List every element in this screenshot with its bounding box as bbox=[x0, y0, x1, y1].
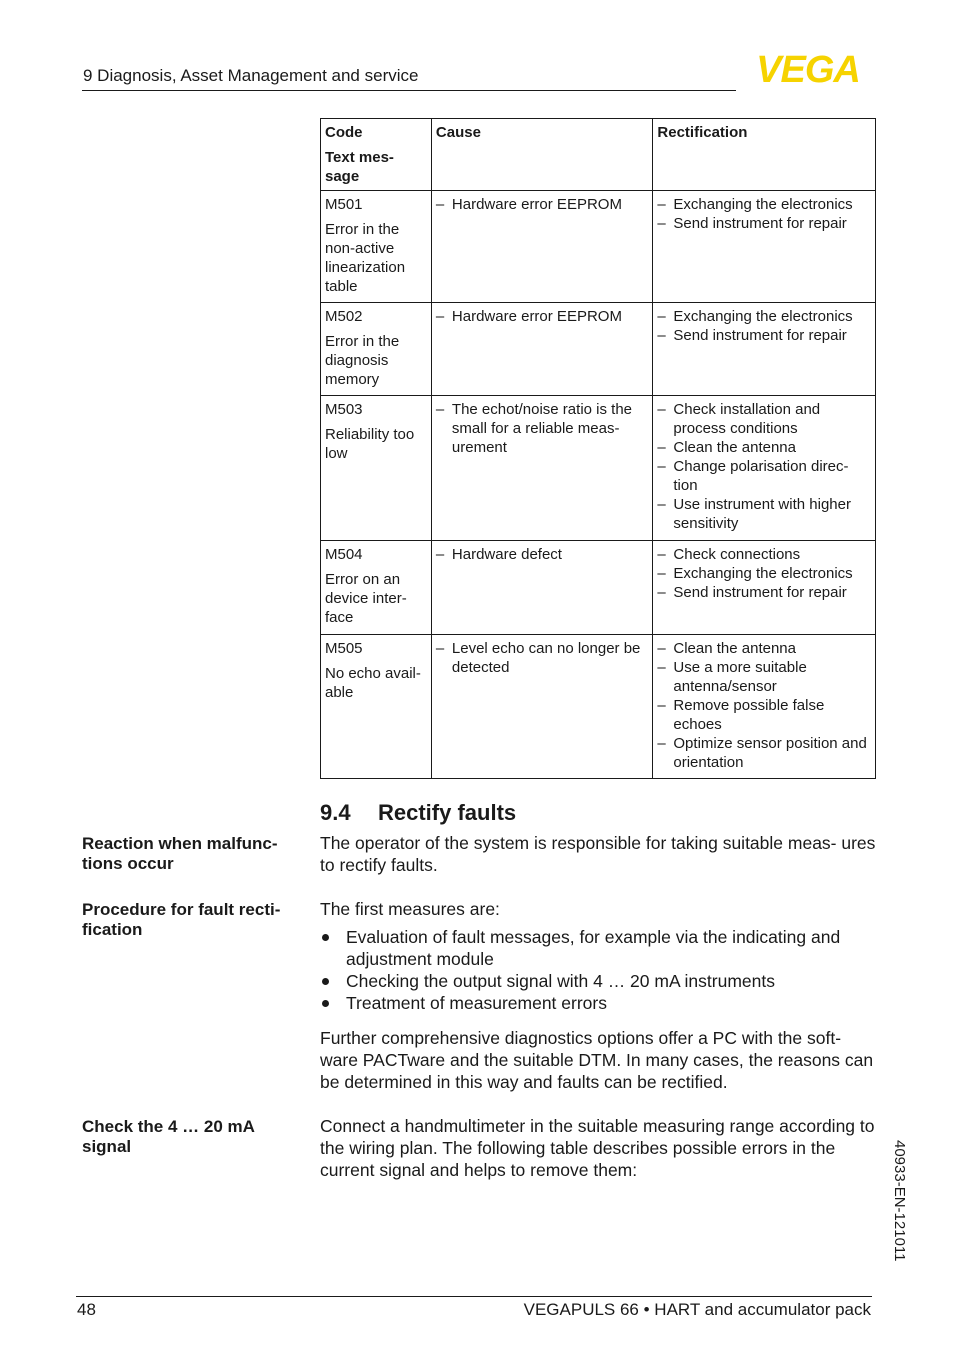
product-name: VEGAPULS 66 • HART and accumulator pack bbox=[523, 1300, 871, 1319]
rectification-list bbox=[657, 639, 871, 772]
error-code: M504 bbox=[325, 546, 363, 563]
header-code-label: Code bbox=[325, 124, 363, 141]
check-signal-label: Check the 4 … 20 mA signal bbox=[82, 1117, 255, 1156]
error-message: Error in the diagnosis memory bbox=[325, 333, 400, 388]
code-cell bbox=[321, 396, 432, 541]
cause-cell bbox=[431, 635, 652, 779]
code-cell bbox=[321, 635, 432, 779]
code-cell bbox=[321, 303, 432, 396]
error-code: M502 bbox=[325, 308, 363, 325]
procedure-bullet-list bbox=[320, 926, 876, 1014]
rectification-item: – Send instrument for repair bbox=[657, 214, 871, 233]
error-code: M505 bbox=[325, 640, 363, 657]
rectification-list bbox=[657, 195, 871, 233]
cause-item: – Hardware error EEPROM bbox=[436, 307, 648, 326]
rectification-item: – Optimize sensor position and orientation bbox=[657, 734, 871, 772]
vega-logo-text: VEGA bbox=[756, 51, 860, 85]
check-signal-text: Connect a handmultimeter in the suitable measuring range according to the wiring plan. The following table describes possible errors in the current signal and helps to remove them: bbox=[320, 1116, 875, 1180]
cause-item: – The echot/noise ratio is the small for a reliable meas- urement bbox=[436, 400, 648, 457]
vega-logo bbox=[742, 51, 874, 85]
header-rectification: Rectification bbox=[653, 119, 876, 191]
rectification-item: – Clean the antenna bbox=[657, 438, 871, 457]
cause-cell bbox=[431, 396, 652, 541]
cause-list bbox=[436, 545, 648, 564]
header-code bbox=[321, 119, 432, 191]
rectification-cell bbox=[653, 541, 876, 635]
error-message: Error on an device inter- face bbox=[325, 571, 407, 626]
reaction-text: The operator of the system is responsible for taking suitable meas- ures to rectify faults. bbox=[320, 833, 876, 875]
list-item: Checking the output signal with 4 … 20 mA instruments bbox=[320, 970, 876, 992]
list-item: Evaluation of fault messages, for example via the indicating and adjustment module bbox=[320, 926, 876, 970]
error-message: No echo avail- able bbox=[325, 665, 421, 701]
cause-cell bbox=[431, 303, 652, 396]
rectification-item: – Check connections bbox=[657, 545, 871, 564]
rectification-item: – Send instrument for repair bbox=[657, 326, 871, 345]
error-code: M503 bbox=[325, 401, 363, 418]
procedure-text: Further comprehensive diagnostics options offer a PC with the soft- ware PACTware and the suitable DTM. In many cases, the reasons can be determined in this way and faults can be rectified. bbox=[320, 1028, 874, 1092]
procedure-label: Procedure for fault recti- fication bbox=[82, 900, 281, 939]
section-number: 9.4 bbox=[320, 800, 351, 825]
table-row bbox=[321, 396, 876, 541]
table-row bbox=[321, 541, 876, 635]
error-message: Error in the non-active linearization table bbox=[325, 221, 406, 295]
error-code: M501 bbox=[325, 196, 363, 213]
cause-list bbox=[436, 307, 648, 326]
table-row bbox=[321, 191, 876, 303]
rectification-item: – Send instrument for repair bbox=[657, 583, 871, 602]
cause-list bbox=[436, 195, 648, 214]
rectification-item: – Clean the antenna bbox=[657, 639, 871, 658]
rectification-cell bbox=[653, 396, 876, 541]
rectification-item: – Remove possible false echoes bbox=[657, 696, 871, 734]
procedure-intro: The first measures are: bbox=[320, 899, 500, 919]
rectification-list bbox=[657, 400, 871, 533]
header-rule bbox=[82, 90, 736, 91]
rectification-cell bbox=[653, 635, 876, 779]
header-text-message-label: Text mes- sage bbox=[325, 149, 394, 185]
rectification-item: – Exchanging the electronics bbox=[657, 564, 871, 583]
cause-item: – Level echo can no longer be detected bbox=[436, 639, 648, 677]
fault-code-table bbox=[320, 118, 876, 779]
cause-item: – Hardware defect bbox=[436, 545, 648, 564]
rectification-item: – Exchanging the electronics bbox=[657, 307, 871, 326]
section-heading bbox=[320, 800, 516, 826]
cause-item: – Hardware error EEPROM bbox=[436, 195, 648, 214]
footer-rule bbox=[76, 1296, 872, 1297]
rectification-cell bbox=[653, 303, 876, 396]
document-id: 40933-EN-121011 bbox=[891, 1140, 908, 1262]
cause-cell bbox=[431, 541, 652, 635]
cause-list bbox=[436, 639, 648, 677]
rectification-item: – Use instrument with higher sensitivity bbox=[657, 495, 871, 533]
rectification-item: – Use a more suitable antenna/sensor bbox=[657, 658, 871, 696]
error-message: Reliability too low bbox=[325, 426, 415, 462]
reaction-label: Reaction when malfunc- tions occur bbox=[82, 834, 278, 873]
rectification-cell bbox=[653, 191, 876, 303]
section-title: Rectify faults bbox=[378, 800, 517, 825]
code-cell bbox=[321, 191, 432, 303]
page-number: 48 bbox=[77, 1300, 96, 1319]
cause-cell bbox=[431, 191, 652, 303]
rectification-item: – Check installation and process conditions bbox=[657, 400, 871, 438]
code-cell bbox=[321, 541, 432, 635]
rectification-item: – Change polarisation direc- tion bbox=[657, 457, 871, 495]
table-row bbox=[321, 635, 876, 779]
table-header-row bbox=[321, 119, 876, 191]
header-cause: Cause bbox=[431, 119, 652, 191]
cause-list bbox=[436, 400, 648, 457]
rectification-item: – Exchanging the electronics bbox=[657, 195, 871, 214]
table-row bbox=[321, 303, 876, 396]
chapter-title: 9 Diagnosis, Asset Management and service bbox=[83, 66, 419, 85]
rectification-list bbox=[657, 307, 871, 345]
rectification-list bbox=[657, 545, 871, 602]
list-item: Treatment of measurement errors bbox=[320, 992, 876, 1014]
